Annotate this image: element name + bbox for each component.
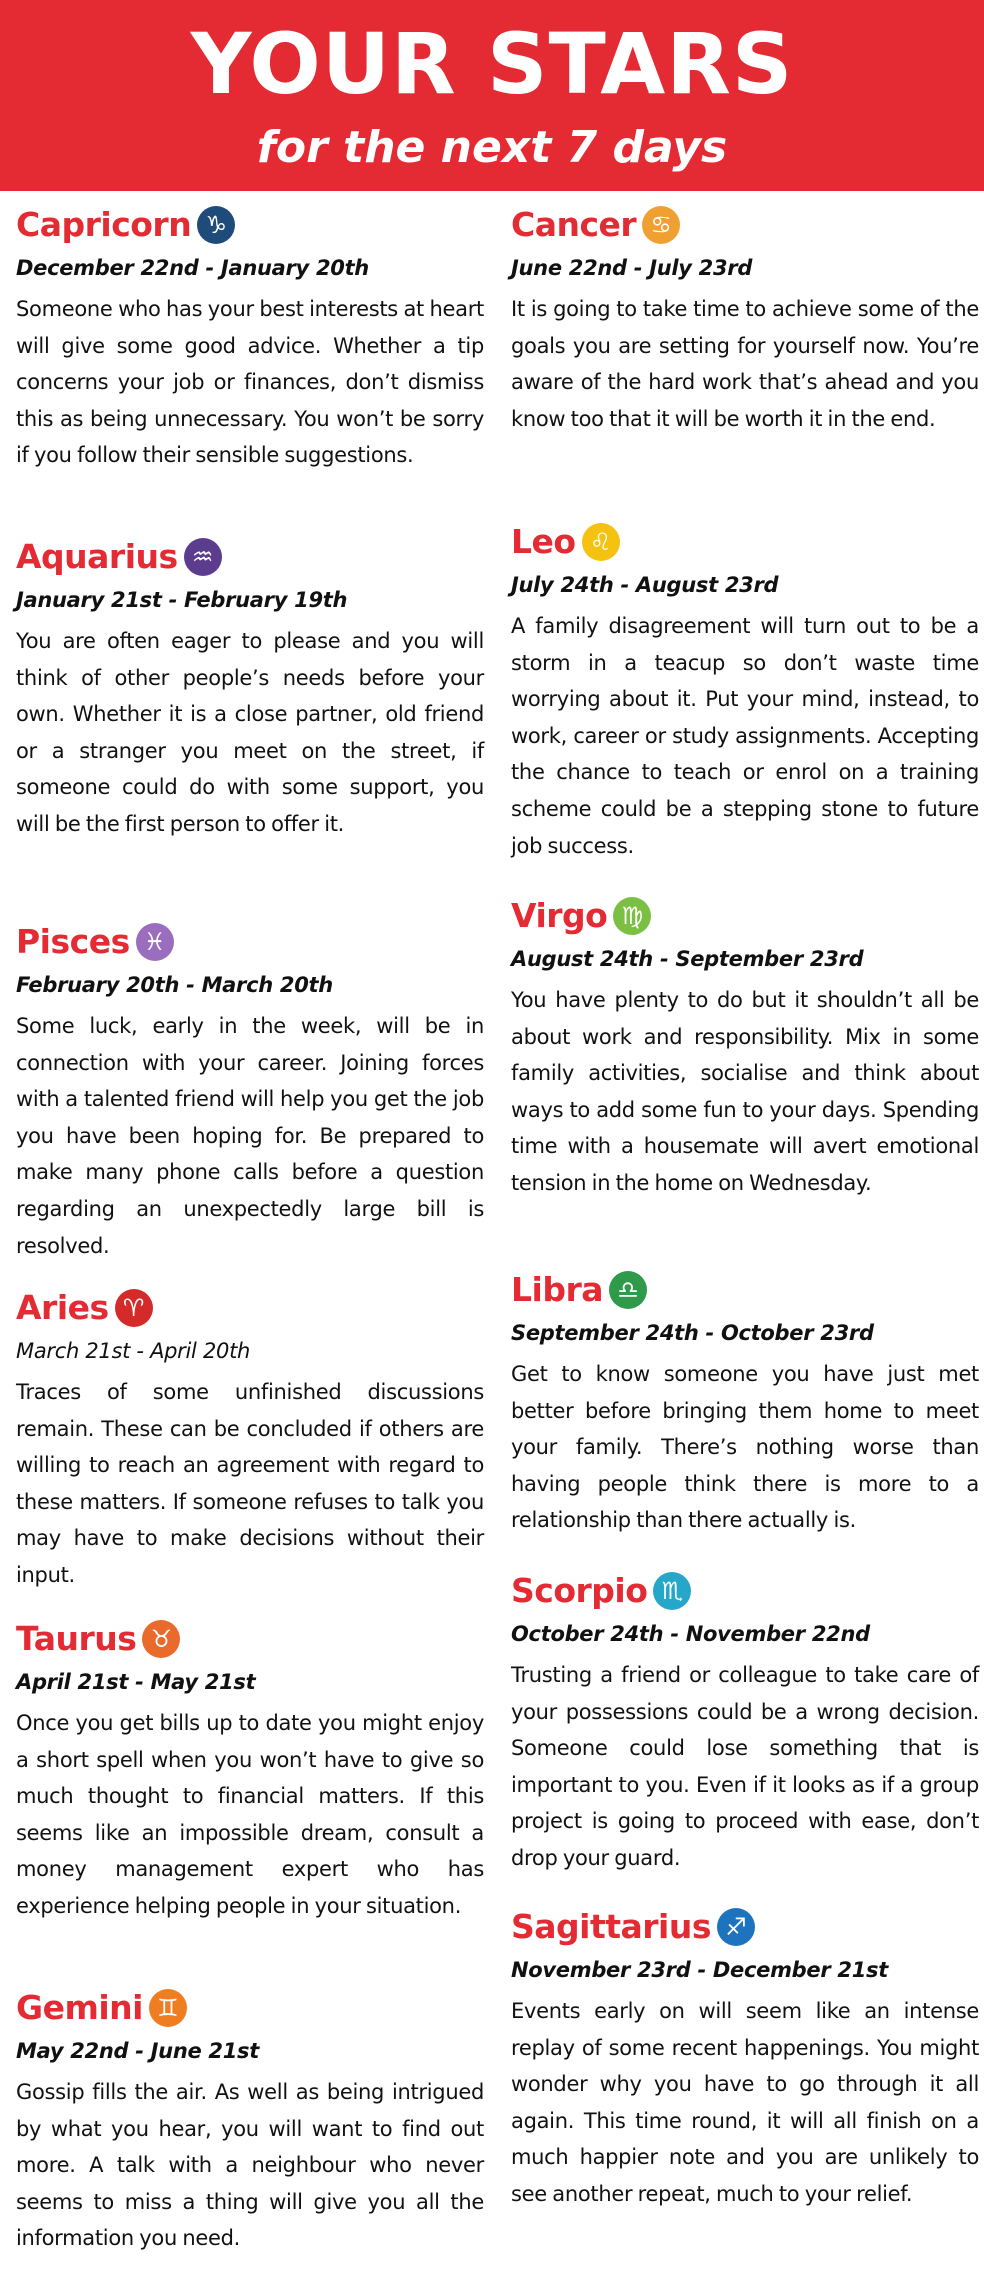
sign-header: [16, 1617, 484, 1661]
aries-icon: ♈: [115, 1289, 153, 1327]
sign-name: Libra: [511, 1270, 604, 1309]
sign-name: Virgo: [511, 896, 608, 935]
horoscope-text: Trusting a friend or colleague to take care of your possessions could be a wrong decision. Someone could lose something that is important to you. Even if it looks as if a group project is going to proceed with ease, don’t drop your guard.: [511, 1663, 979, 1870]
sign-header: [511, 1905, 979, 1949]
horoscope-text: Get to know someone you have just met better before bringing them home to meet your family. There’s nothing worse than having people think there is more to a relationship than there actually is.: [511, 1362, 979, 1533]
sign-name: Taurus: [16, 1619, 137, 1658]
sign-header: [16, 203, 484, 247]
sign-dates: September 24th - October 23rd: [511, 1321, 874, 1345]
horoscope-text: Gossip fills the air. As well as being intrigued by what you hear, you will want to find out more. A talk with a neighbour who never seems to miss a thing will give you all the information you need.: [16, 2080, 484, 2251]
sign-dates: April 21st - May 21st: [16, 1670, 256, 1694]
sign-cancer: [511, 203, 979, 437]
horoscope-text: Events early on will seem like an intense replay of some recent happenings. You might wonder why you have to go through it all again. This time round, it will all finish on a much happier note and you are unlikely to see another repeat, much to your relief.: [511, 1999, 979, 2206]
sign-name: Pisces: [16, 922, 130, 961]
page-title: YOUR STARS: [190, 15, 794, 113]
horoscope-text: Someone who has your best interests at heart will give some good advice. Whether a tip concerns your job or finances, don’t dismiss this as being unnecessary. You won’t be sorry if you follow their sensible suggestions.: [16, 297, 484, 468]
sign-name: Gemini: [16, 1988, 143, 2027]
sign-dates: November 23rd - December 21st: [511, 1958, 888, 1982]
horoscope-text: Traces of some unfinished discussions remain. These can be concluded if others are willing to reach an agreement with regard to these matters. If someone refuses to talk you may have to make decisions without their input.: [16, 1380, 484, 1587]
cancer-icon: ♋: [642, 206, 680, 244]
sign-pisces: [16, 920, 484, 1264]
scorpio-icon: ♏: [653, 1572, 691, 1610]
sign-header: [511, 1268, 979, 1312]
sign-gemini: [16, 1986, 484, 2257]
sign-name: Aries: [16, 1288, 109, 1327]
sign-dates: December 22nd - January 20th: [16, 256, 369, 280]
sign-libra: [511, 1268, 979, 1539]
sign-dates: July 24th - August 23rd: [511, 573, 779, 597]
sign-dates: January 21st - February 19th: [16, 588, 348, 612]
sign-dates: August 24th - September 23rd: [511, 947, 864, 971]
libra-icon: ♎: [609, 1271, 647, 1309]
sign-taurus: [16, 1617, 484, 1925]
sign-dates: March 21st - April 20th: [16, 1339, 251, 1363]
sign-dates: June 22nd - July 23rd: [511, 256, 753, 280]
horoscope-text: You have plenty to do but it shouldn’t all be about work and responsibility. Mix in some family activities, socialise and think about ways to add some fun to your days. Spending time with a housemate will avert emotional tension in the home on Wednesday.: [511, 988, 979, 1195]
sagittarius-icon: ♐: [717, 1908, 755, 1946]
pisces-icon: ♓: [136, 923, 174, 961]
taurus-icon: ♉: [142, 1620, 180, 1658]
sign-dates: February 20th - March 20th: [16, 973, 333, 997]
page-subtitle: for the next 7 days: [256, 122, 728, 173]
capricorn-icon: ♑: [197, 206, 235, 244]
sign-name: Scorpio: [511, 1571, 648, 1610]
horoscope-text: A family disagreement will turn out to be a storm in a teacup so don’t waste time worrying about it. Put your mind, instead, to work, career or study assignments. Accepting the chance to teach or enrol on a training scheme could be a stepping stone to future job success.: [511, 614, 979, 858]
virgo-icon: ♍: [613, 897, 651, 935]
sign-header: [511, 520, 979, 564]
horoscope-text: It is going to take time to achieve some of the goals you are setting for yourself now. You’re aware of the hard work that’s ahead and you know too that it will be worth it in the end.: [511, 297, 979, 431]
sign-header: [16, 535, 484, 579]
sign-scorpio: [511, 1569, 979, 1877]
horoscope-text: Once you get bills up to date you might enjoy a short spell when you won’t have to give so much thought to financial matters. If this seems like an impossible dream, consult a money management expert who has experience helping people in your situation.: [16, 1711, 484, 1918]
sign-name: Cancer: [511, 205, 637, 244]
sign-name: Aquarius: [16, 537, 178, 576]
sign-virgo: [511, 894, 979, 1202]
aquarius-icon: ♒: [184, 538, 222, 576]
sign-name: Sagittarius: [511, 1907, 712, 1946]
sign-header: [511, 203, 979, 247]
sign-header: [16, 920, 484, 964]
sign-aries: [16, 1286, 484, 1594]
sign-header: [511, 894, 979, 938]
gemini-icon: ♊: [149, 1989, 187, 2027]
sign-header: [511, 1569, 979, 1613]
sign-leo: [511, 520, 979, 864]
horoscope-text: You are often eager to please and you will think of other people’s needs before your own. Whether it is a close partner, old friend or a stranger you meet on the street, if someone could do with some support, you will be the first person to offer it.: [16, 629, 484, 836]
sign-sagittarius: [511, 1905, 979, 2213]
sign-name: Capricorn: [16, 205, 192, 244]
header-banner: [0, 0, 984, 191]
sign-header: [16, 1986, 484, 2030]
horoscope-text: Some luck, early in the week, will be in connection with your career. Joining forces with a talented friend will help you get the job you have been hoping for. Be prepared to make many phone calls before a question regarding an unexpectedly large bill is resolved.: [16, 1014, 484, 1258]
sign-capricorn: [16, 203, 484, 474]
sign-header: [16, 1286, 484, 1330]
sign-dates: October 24th - November 22nd: [511, 1622, 870, 1646]
sign-aquarius: [16, 535, 484, 843]
sign-name: Leo: [511, 522, 576, 561]
sign-dates: May 22nd - June 21st: [16, 2039, 259, 2063]
leo-icon: ♌: [582, 523, 620, 561]
